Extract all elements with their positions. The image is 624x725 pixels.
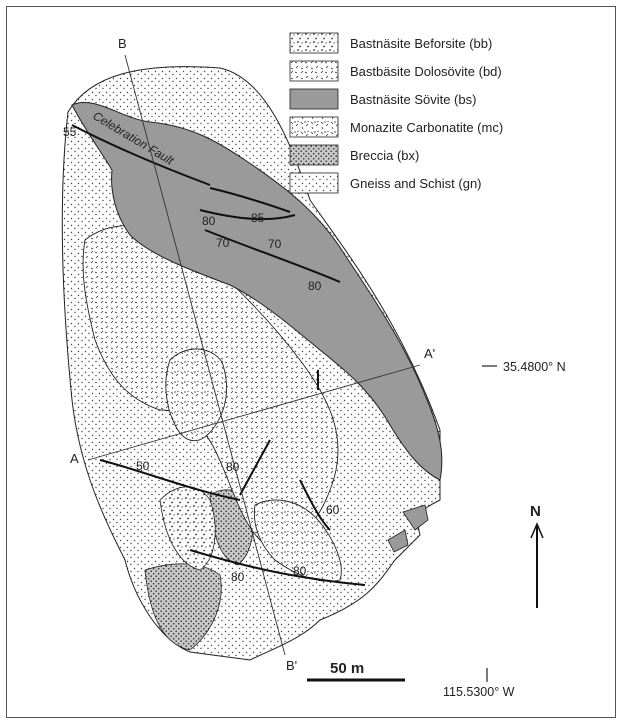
- dip-label-50: 50: [136, 459, 150, 473]
- section-label-b-prime: B': [286, 658, 298, 673]
- section-label-a: A: [70, 451, 79, 466]
- legend: [290, 33, 503, 193]
- dip-label-80-southeast: 80: [293, 564, 307, 578]
- dip-label-80-south: 80: [231, 570, 245, 584]
- longitude-label: 115.5300° W: [443, 685, 515, 699]
- section-label-b: B: [118, 36, 127, 51]
- legend-label-bx: Breccia (bx): [350, 148, 420, 163]
- dip-label-55: 55: [63, 125, 77, 139]
- dip-label-80-center: 80: [226, 460, 240, 474]
- legend-label-mc: Monazite Carbonatite (mc): [350, 120, 504, 135]
- dip-label-70-east: 70: [268, 237, 282, 251]
- legend-swatch-bx: [290, 145, 338, 165]
- legend-swatch-bb: [290, 33, 338, 53]
- dip-label-80-north: 80: [202, 214, 216, 228]
- legend-swatch-bs: [290, 89, 338, 109]
- section-label-a-prime: A': [424, 346, 436, 361]
- legend-label-bd: Bastbäsite Dolosövite (bd): [350, 64, 502, 79]
- fault-name-label: Celebration Fault: [90, 108, 177, 168]
- dip-label-70-west: 70: [216, 236, 230, 250]
- north-arrow-icon: [531, 524, 543, 608]
- scale-label: 50 m: [330, 660, 365, 677]
- legend-swatch-gn: [290, 173, 338, 193]
- legend-swatch-bd: [290, 61, 338, 81]
- dip-label-60: 60: [326, 503, 340, 517]
- latitude-label: 35.4800° N: [503, 360, 566, 374]
- dip-label-85: 85: [251, 211, 265, 225]
- legend-swatch-mc: [290, 117, 338, 137]
- legend-label-gn: Gneiss and Schist (gn): [350, 176, 482, 191]
- legend-label-bb: Bastnäsite Beforsite (bb): [350, 36, 493, 51]
- legend-label-bs: Bastnäsite Sövite (bs): [350, 92, 477, 107]
- north-label: N: [530, 503, 541, 520]
- dip-label-80-fault: 80: [308, 279, 322, 293]
